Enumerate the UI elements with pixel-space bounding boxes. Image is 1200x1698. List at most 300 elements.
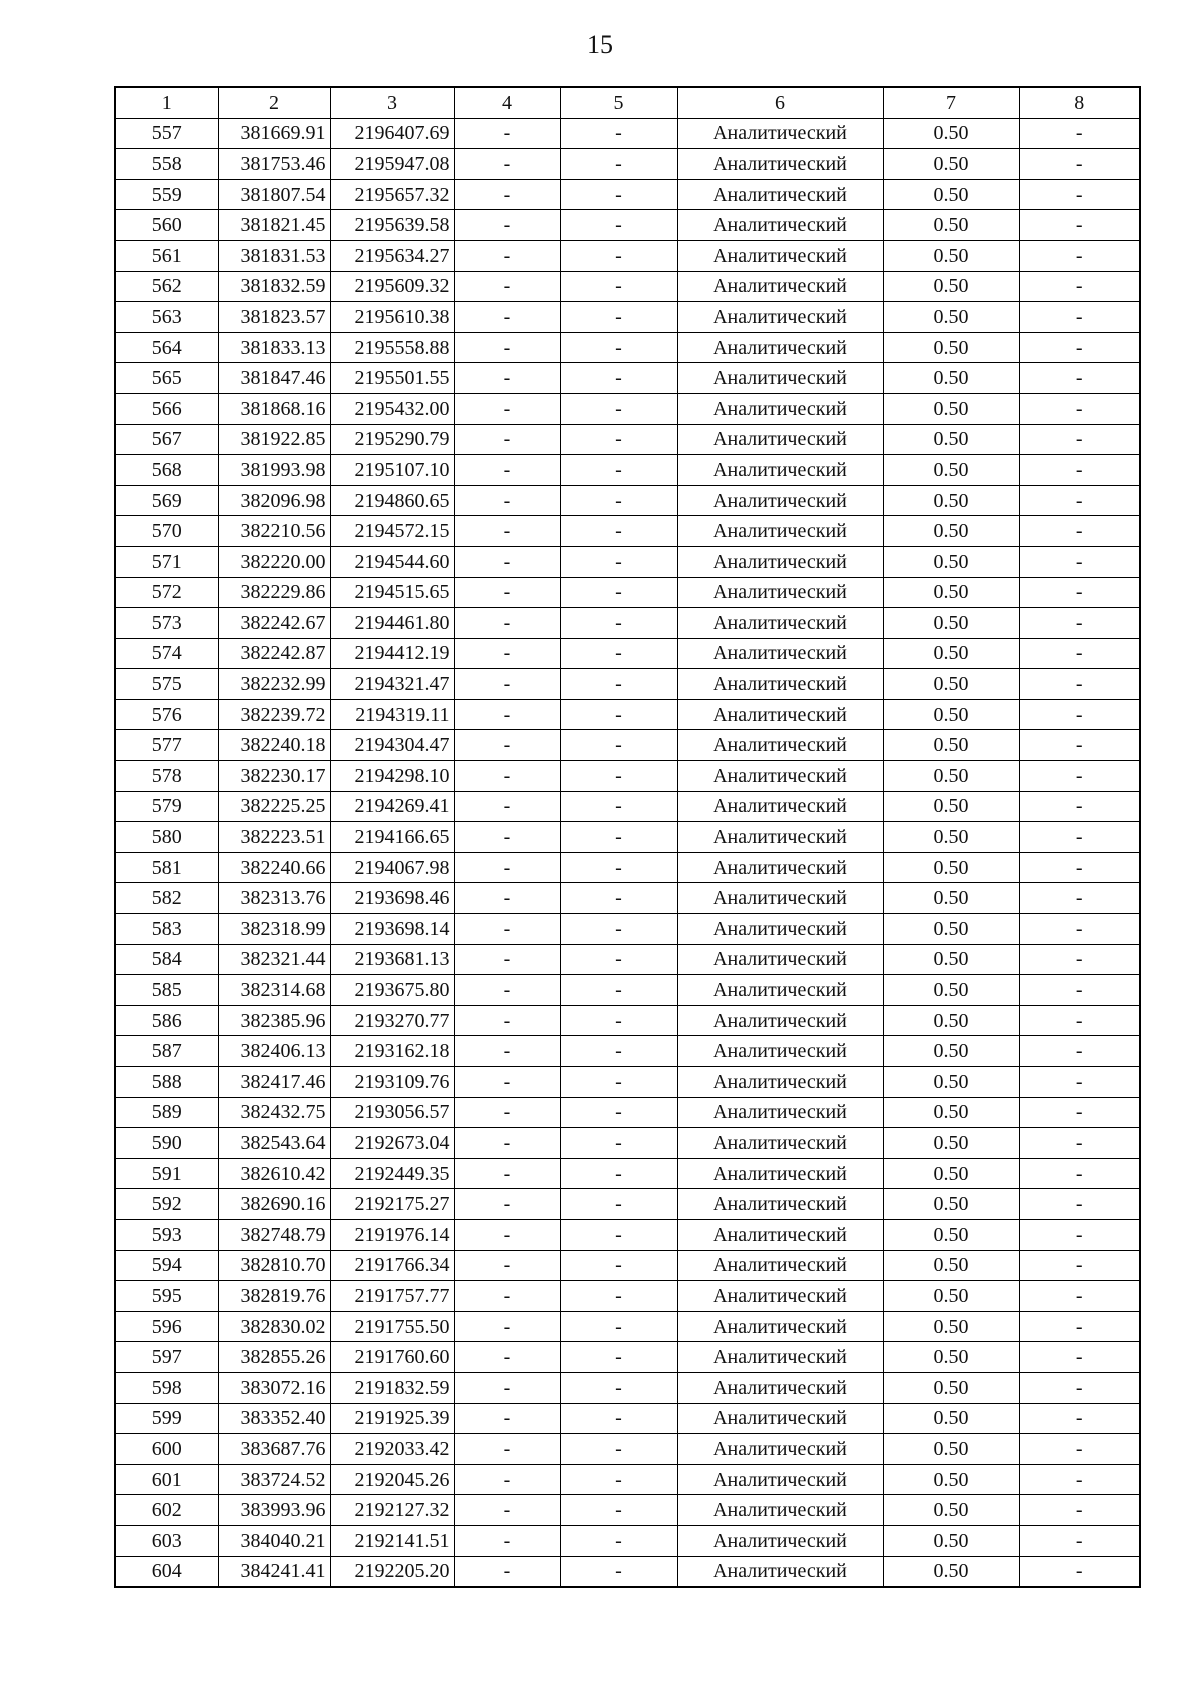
table-cell-col-8: - (1019, 149, 1140, 180)
table-cell-col-7: 0.50 (883, 1372, 1019, 1403)
table-cell-col-3: 2192127.32 (330, 1495, 454, 1526)
table-cell-col-3: 2194412.19 (330, 638, 454, 669)
table-cell-col-8: - (1019, 210, 1140, 241)
table-cell-col-6: Аналитический (677, 516, 883, 547)
table-cell-col-4: - (454, 393, 560, 424)
table-cell-col-2: 382240.66 (218, 852, 330, 883)
table-cell-col-2: 382855.26 (218, 1342, 330, 1373)
table-cell-col-3: 2191976.14 (330, 1219, 454, 1250)
table-cell-col-8: - (1019, 638, 1140, 669)
table-cell-col-3: 2195558.88 (330, 332, 454, 363)
table-cell-col-6: Аналитический (677, 608, 883, 639)
table-cell-col-8: - (1019, 179, 1140, 210)
table-row (115, 1311, 1140, 1342)
table-row (115, 363, 1140, 394)
table-cell-col-5: - (560, 149, 677, 180)
table-cell-col-2: 382810.70 (218, 1250, 330, 1281)
table-cell-col-4: - (454, 1311, 560, 1342)
table-cell-col-5: - (560, 1128, 677, 1159)
table-row (115, 485, 1140, 516)
table-cell-col-2: 383724.52 (218, 1464, 330, 1495)
table-cell-col-1: 593 (115, 1219, 218, 1250)
table-cell-col-1: 577 (115, 730, 218, 761)
table-cell-col-7: 0.50 (883, 761, 1019, 792)
table-cell-col-2: 382210.56 (218, 516, 330, 547)
table-cell-col-5: - (560, 1464, 677, 1495)
table-cell-col-6: Аналитический (677, 332, 883, 363)
table-cell-col-3: 2195610.38 (330, 302, 454, 333)
table-cell-col-8: - (1019, 1372, 1140, 1403)
table-cell-col-2: 381821.45 (218, 210, 330, 241)
table-cell-col-8: - (1019, 883, 1140, 914)
table-row (115, 1464, 1140, 1495)
table-cell-col-5: - (560, 179, 677, 210)
table-cell-col-2: 381993.98 (218, 455, 330, 486)
table-cell-col-6: Аналитический (677, 210, 883, 241)
table-cell-col-5: - (560, 944, 677, 975)
table-cell-col-5: - (560, 302, 677, 333)
table-cell-col-1: 558 (115, 149, 218, 180)
table-cell-col-5: - (560, 822, 677, 853)
table-cell-col-6: Аналитический (677, 1036, 883, 1067)
table-cell-col-1: 597 (115, 1342, 218, 1373)
table-cell-col-5: - (560, 546, 677, 577)
column-header-4: 4 (454, 87, 560, 118)
table-cell-col-2: 382240.18 (218, 730, 330, 761)
table-cell-col-8: - (1019, 1250, 1140, 1281)
table-cell-col-7: 0.50 (883, 271, 1019, 302)
table-cell-col-6: Аналитический (677, 1525, 883, 1556)
table-row (115, 1097, 1140, 1128)
table-cell-col-7: 0.50 (883, 455, 1019, 486)
table-cell-col-1: 589 (115, 1097, 218, 1128)
table-cell-col-7: 0.50 (883, 638, 1019, 669)
table-cell-col-4: - (454, 332, 560, 363)
table-cell-col-1: 600 (115, 1434, 218, 1465)
table-cell-col-1: 583 (115, 914, 218, 945)
table-cell-col-4: - (454, 363, 560, 394)
table-cell-col-3: 2191766.34 (330, 1250, 454, 1281)
table-cell-col-5: - (560, 271, 677, 302)
table-cell-col-1: 581 (115, 852, 218, 883)
table-cell-col-7: 0.50 (883, 791, 1019, 822)
table-cell-col-8: - (1019, 1067, 1140, 1098)
table-row (115, 761, 1140, 792)
table-cell-col-2: 382230.17 (218, 761, 330, 792)
table-cell-col-5: - (560, 1189, 677, 1220)
table-cell-col-7: 0.50 (883, 210, 1019, 241)
table-cell-col-7: 0.50 (883, 149, 1019, 180)
table-cell-col-3: 2191925.39 (330, 1403, 454, 1434)
table-cell-col-7: 0.50 (883, 944, 1019, 975)
table-row (115, 1219, 1140, 1250)
table-row (115, 577, 1140, 608)
table-cell-col-4: - (454, 944, 560, 975)
table-cell-col-7: 0.50 (883, 424, 1019, 455)
table-cell-col-2: 382690.16 (218, 1189, 330, 1220)
table-cell-col-6: Аналитический (677, 791, 883, 822)
table-cell-col-5: - (560, 1097, 677, 1128)
table-cell-col-7: 0.50 (883, 975, 1019, 1006)
table-cell-col-3: 2194269.41 (330, 791, 454, 822)
table-cell-col-1: 557 (115, 118, 218, 149)
table-cell-col-5: - (560, 1434, 677, 1465)
table-cell-col-8: - (1019, 1342, 1140, 1373)
table-cell-col-1: 601 (115, 1464, 218, 1495)
table-row (115, 669, 1140, 700)
table-cell-col-2: 382313.76 (218, 883, 330, 914)
table-cell-col-7: 0.50 (883, 1097, 1019, 1128)
table-cell-col-5: - (560, 1067, 677, 1098)
table-cell-col-1: 567 (115, 424, 218, 455)
table-cell-col-3: 2194572.15 (330, 516, 454, 547)
table-cell-col-3: 2192141.51 (330, 1525, 454, 1556)
table-cell-col-4: - (454, 1281, 560, 1312)
table-cell-col-3: 2196407.69 (330, 118, 454, 149)
table-cell-col-4: - (454, 1556, 560, 1587)
table-cell-col-3: 2192673.04 (330, 1128, 454, 1159)
table-cell-col-2: 381847.46 (218, 363, 330, 394)
column-header-2: 2 (218, 87, 330, 118)
table-cell-col-2: 382321.44 (218, 944, 330, 975)
table-cell-col-4: - (454, 852, 560, 883)
table-cell-col-5: - (560, 1311, 677, 1342)
table-cell-col-7: 0.50 (883, 852, 1019, 883)
table-cell-col-4: - (454, 210, 560, 241)
table-cell-col-3: 2193270.77 (330, 1005, 454, 1036)
table-cell-col-1: 584 (115, 944, 218, 975)
table-cell-col-5: - (560, 118, 677, 149)
table-cell-col-4: - (454, 1036, 560, 1067)
table-cell-col-6: Аналитический (677, 302, 883, 333)
table-cell-col-3: 2195639.58 (330, 210, 454, 241)
table-cell-col-1: 599 (115, 1403, 218, 1434)
table-cell-col-4: - (454, 1372, 560, 1403)
table-cell-col-8: - (1019, 1464, 1140, 1495)
table-cell-col-2: 382232.99 (218, 669, 330, 700)
table-cell-col-4: - (454, 761, 560, 792)
table-cell-col-3: 2193109.76 (330, 1067, 454, 1098)
table-cell-col-1: 602 (115, 1495, 218, 1526)
table-cell-col-3: 2194461.80 (330, 608, 454, 639)
table-cell-col-7: 0.50 (883, 1342, 1019, 1373)
table-cell-col-6: Аналитический (677, 1067, 883, 1098)
table-cell-col-5: - (560, 240, 677, 271)
table-cell-col-2: 382830.02 (218, 1311, 330, 1342)
table-cell-col-7: 0.50 (883, 1556, 1019, 1587)
table-cell-col-4: - (454, 730, 560, 761)
table-cell-col-4: - (454, 424, 560, 455)
table-cell-col-2: 382432.75 (218, 1097, 330, 1128)
table-row (115, 914, 1140, 945)
table-row (115, 944, 1140, 975)
table-cell-col-6: Аналитический (677, 1372, 883, 1403)
table-cell-col-8: - (1019, 118, 1140, 149)
table-cell-col-8: - (1019, 1495, 1140, 1526)
table-cell-col-2: 381833.13 (218, 332, 330, 363)
table-cell-col-2: 382242.67 (218, 608, 330, 639)
column-header-8: 8 (1019, 87, 1140, 118)
table-cell-col-2: 382748.79 (218, 1219, 330, 1250)
table-cell-col-1: 582 (115, 883, 218, 914)
table-cell-col-8: - (1019, 1434, 1140, 1465)
table-cell-col-5: - (560, 363, 677, 394)
table-cell-col-8: - (1019, 975, 1140, 1006)
table-cell-col-4: - (454, 883, 560, 914)
table-row (115, 699, 1140, 730)
table-cell-col-5: - (560, 1036, 677, 1067)
table-row (115, 1189, 1140, 1220)
table-cell-col-8: - (1019, 944, 1140, 975)
table-cell-col-6: Аналитический (677, 118, 883, 149)
table-cell-col-1: 580 (115, 822, 218, 853)
table-row (115, 1556, 1140, 1587)
table-cell-col-5: - (560, 1403, 677, 1434)
table-cell-col-3: 2191755.50 (330, 1311, 454, 1342)
table-row (115, 1128, 1140, 1159)
table-row (115, 210, 1140, 241)
table-cell-col-6: Аналитический (677, 975, 883, 1006)
table-cell-col-7: 0.50 (883, 1128, 1019, 1159)
table-cell-col-3: 2195634.27 (330, 240, 454, 271)
table-cell-col-6: Аналитический (677, 944, 883, 975)
table-cell-col-8: - (1019, 1311, 1140, 1342)
table-cell-col-8: - (1019, 852, 1140, 883)
table-cell-col-5: - (560, 730, 677, 761)
table-cell-col-1: 561 (115, 240, 218, 271)
table-cell-col-5: - (560, 883, 677, 914)
table-cell-col-5: - (560, 1372, 677, 1403)
table-cell-col-4: - (454, 975, 560, 1006)
table-cell-col-7: 0.50 (883, 516, 1019, 547)
table-cell-col-2: 383687.76 (218, 1434, 330, 1465)
table-cell-col-8: - (1019, 546, 1140, 577)
table-cell-col-7: 0.50 (883, 1281, 1019, 1312)
table-cell-col-2: 381669.91 (218, 118, 330, 149)
table-cell-col-3: 2195107.10 (330, 455, 454, 486)
table-cell-col-2: 384040.21 (218, 1525, 330, 1556)
table-cell-col-6: Аналитический (677, 1556, 883, 1587)
table-cell-col-6: Аналитический (677, 1495, 883, 1526)
table-cell-col-5: - (560, 485, 677, 516)
table-cell-col-3: 2192205.20 (330, 1556, 454, 1587)
table-cell-col-4: - (454, 669, 560, 700)
table-cell-col-2: 383072.16 (218, 1372, 330, 1403)
table-cell-col-3: 2193681.13 (330, 944, 454, 975)
table-row (115, 332, 1140, 363)
table-cell-col-4: - (454, 1403, 560, 1434)
table-cell-col-4: - (454, 179, 560, 210)
table-cell-col-6: Аналитический (677, 1128, 883, 1159)
table-cell-col-8: - (1019, 1525, 1140, 1556)
table-cell-col-3: 2194319.11 (330, 699, 454, 730)
table-cell-col-8: - (1019, 577, 1140, 608)
table-cell-col-7: 0.50 (883, 1525, 1019, 1556)
table-cell-col-2: 382385.96 (218, 1005, 330, 1036)
table-cell-col-5: - (560, 914, 677, 945)
table-row (115, 1281, 1140, 1312)
table-cell-col-5: - (560, 1495, 677, 1526)
table-cell-col-1: 595 (115, 1281, 218, 1312)
page-number: 15 (587, 30, 613, 59)
table-cell-col-6: Аналитический (677, 1219, 883, 1250)
table-cell-col-6: Аналитический (677, 1005, 883, 1036)
table-cell-col-4: - (454, 577, 560, 608)
table-cell-col-5: - (560, 791, 677, 822)
table-cell-col-1: 585 (115, 975, 218, 1006)
table-cell-col-3: 2191757.77 (330, 1281, 454, 1312)
table-cell-col-6: Аналитический (677, 149, 883, 180)
table-cell-col-1: 592 (115, 1189, 218, 1220)
table-cell-col-1: 575 (115, 669, 218, 700)
table-cell-col-1: 591 (115, 1158, 218, 1189)
table-cell-col-1: 588 (115, 1067, 218, 1098)
table-cell-col-1: 566 (115, 393, 218, 424)
table-cell-col-6: Аналитический (677, 638, 883, 669)
table-cell-col-2: 382406.13 (218, 1036, 330, 1067)
table-cell-col-8: - (1019, 516, 1140, 547)
table-cell-col-5: - (560, 1281, 677, 1312)
table-cell-col-3: 2192175.27 (330, 1189, 454, 1220)
table-cell-col-2: 381832.59 (218, 271, 330, 302)
table-cell-col-1: 603 (115, 1525, 218, 1556)
table-row (115, 638, 1140, 669)
table-cell-col-4: - (454, 1434, 560, 1465)
table-row (115, 516, 1140, 547)
column-header-3: 3 (330, 87, 454, 118)
table-cell-col-1: 574 (115, 638, 218, 669)
table-cell-col-7: 0.50 (883, 669, 1019, 700)
table-row (115, 1250, 1140, 1281)
table-cell-col-8: - (1019, 669, 1140, 700)
table-cell-col-6: Аналитический (677, 883, 883, 914)
table-cell-col-4: - (454, 485, 560, 516)
table-cell-col-3: 2195432.00 (330, 393, 454, 424)
table-cell-col-7: 0.50 (883, 822, 1019, 853)
table-cell-col-6: Аналитический (677, 577, 883, 608)
table-cell-col-2: 382318.99 (218, 914, 330, 945)
table-cell-col-7: 0.50 (883, 363, 1019, 394)
table-cell-col-8: - (1019, 730, 1140, 761)
table-cell-col-8: - (1019, 485, 1140, 516)
table-cell-col-3: 2192033.42 (330, 1434, 454, 1465)
table-cell-col-6: Аналитический (677, 363, 883, 394)
table-cell-col-1: 560 (115, 210, 218, 241)
table-cell-col-7: 0.50 (883, 730, 1019, 761)
table-cell-col-6: Аналитический (677, 1097, 883, 1128)
table-cell-col-1: 572 (115, 577, 218, 608)
table-cell-col-2: 383993.96 (218, 1495, 330, 1526)
table-cell-col-7: 0.50 (883, 393, 1019, 424)
table-cell-col-5: - (560, 577, 677, 608)
table-cell-col-8: - (1019, 791, 1140, 822)
table-cell-col-5: - (560, 1556, 677, 1587)
table-cell-col-8: - (1019, 1097, 1140, 1128)
column-header-7: 7 (883, 87, 1019, 118)
table-cell-col-8: - (1019, 699, 1140, 730)
table-row (115, 302, 1140, 333)
table-cell-col-5: - (560, 1005, 677, 1036)
table-cell-col-3: 2193698.14 (330, 914, 454, 945)
table-cell-col-4: - (454, 1495, 560, 1526)
table-cell-col-3: 2194321.47 (330, 669, 454, 700)
table-cell-col-3: 2194544.60 (330, 546, 454, 577)
table-cell-col-5: - (560, 393, 677, 424)
table-cell-col-7: 0.50 (883, 1005, 1019, 1036)
table-cell-col-4: - (454, 1128, 560, 1159)
table-row (115, 975, 1140, 1006)
table-cell-col-5: - (560, 455, 677, 486)
table-row (115, 822, 1140, 853)
table-cell-col-7: 0.50 (883, 1311, 1019, 1342)
table-cell-col-6: Аналитический (677, 1281, 883, 1312)
table-cell-col-4: - (454, 638, 560, 669)
table-cell-col-8: - (1019, 240, 1140, 271)
table-cell-col-7: 0.50 (883, 1158, 1019, 1189)
table-cell-col-1: 590 (115, 1128, 218, 1159)
table-row (115, 1342, 1140, 1373)
table-cell-col-4: - (454, 1219, 560, 1250)
table-cell-col-4: - (454, 699, 560, 730)
table-cell-col-8: - (1019, 1556, 1140, 1587)
table-cell-col-1: 576 (115, 699, 218, 730)
table-cell-col-6: Аналитический (677, 1464, 883, 1495)
table-cell-col-8: - (1019, 608, 1140, 639)
table-cell-col-8: - (1019, 1128, 1140, 1159)
table-cell-col-1: 564 (115, 332, 218, 363)
table-cell-col-2: 381922.85 (218, 424, 330, 455)
table-cell-col-4: - (454, 271, 560, 302)
table-cell-col-3: 2195501.55 (330, 363, 454, 394)
table-row (115, 608, 1140, 639)
table-cell-col-4: - (454, 791, 560, 822)
table-cell-col-4: - (454, 1525, 560, 1556)
table-cell-col-1: 578 (115, 761, 218, 792)
table-cell-col-4: - (454, 1342, 560, 1373)
table-cell-col-3: 2195657.32 (330, 179, 454, 210)
table-cell-col-1: 594 (115, 1250, 218, 1281)
column-header-1: 1 (115, 87, 218, 118)
table-cell-col-3: 2193162.18 (330, 1036, 454, 1067)
table-cell-col-4: - (454, 516, 560, 547)
table-cell-col-1: 579 (115, 791, 218, 822)
table-cell-col-6: Аналитический (677, 822, 883, 853)
table-cell-col-1: 573 (115, 608, 218, 639)
table-row (115, 455, 1140, 486)
table-cell-col-7: 0.50 (883, 699, 1019, 730)
table-cell-col-4: - (454, 1189, 560, 1220)
table-cell-col-7: 0.50 (883, 118, 1019, 149)
table-cell-col-7: 0.50 (883, 1067, 1019, 1098)
table-cell-col-8: - (1019, 363, 1140, 394)
table-cell-col-6: Аналитический (677, 1189, 883, 1220)
table-cell-col-7: 0.50 (883, 546, 1019, 577)
table-cell-col-5: - (560, 608, 677, 639)
table-cell-col-7: 0.50 (883, 332, 1019, 363)
table-cell-col-3: 2195609.32 (330, 271, 454, 302)
table-cell-col-3: 2193675.80 (330, 975, 454, 1006)
table-cell-col-6: Аналитический (677, 1342, 883, 1373)
table-cell-col-2: 382229.86 (218, 577, 330, 608)
table-cell-col-6: Аналитический (677, 1403, 883, 1434)
table-cell-col-4: - (454, 240, 560, 271)
table-cell-col-8: - (1019, 271, 1140, 302)
table-cell-col-7: 0.50 (883, 240, 1019, 271)
table-cell-col-6: Аналитический (677, 546, 883, 577)
table-cell-col-6: Аналитический (677, 914, 883, 945)
header-row (115, 87, 1140, 118)
table-cell-col-8: - (1019, 302, 1140, 333)
